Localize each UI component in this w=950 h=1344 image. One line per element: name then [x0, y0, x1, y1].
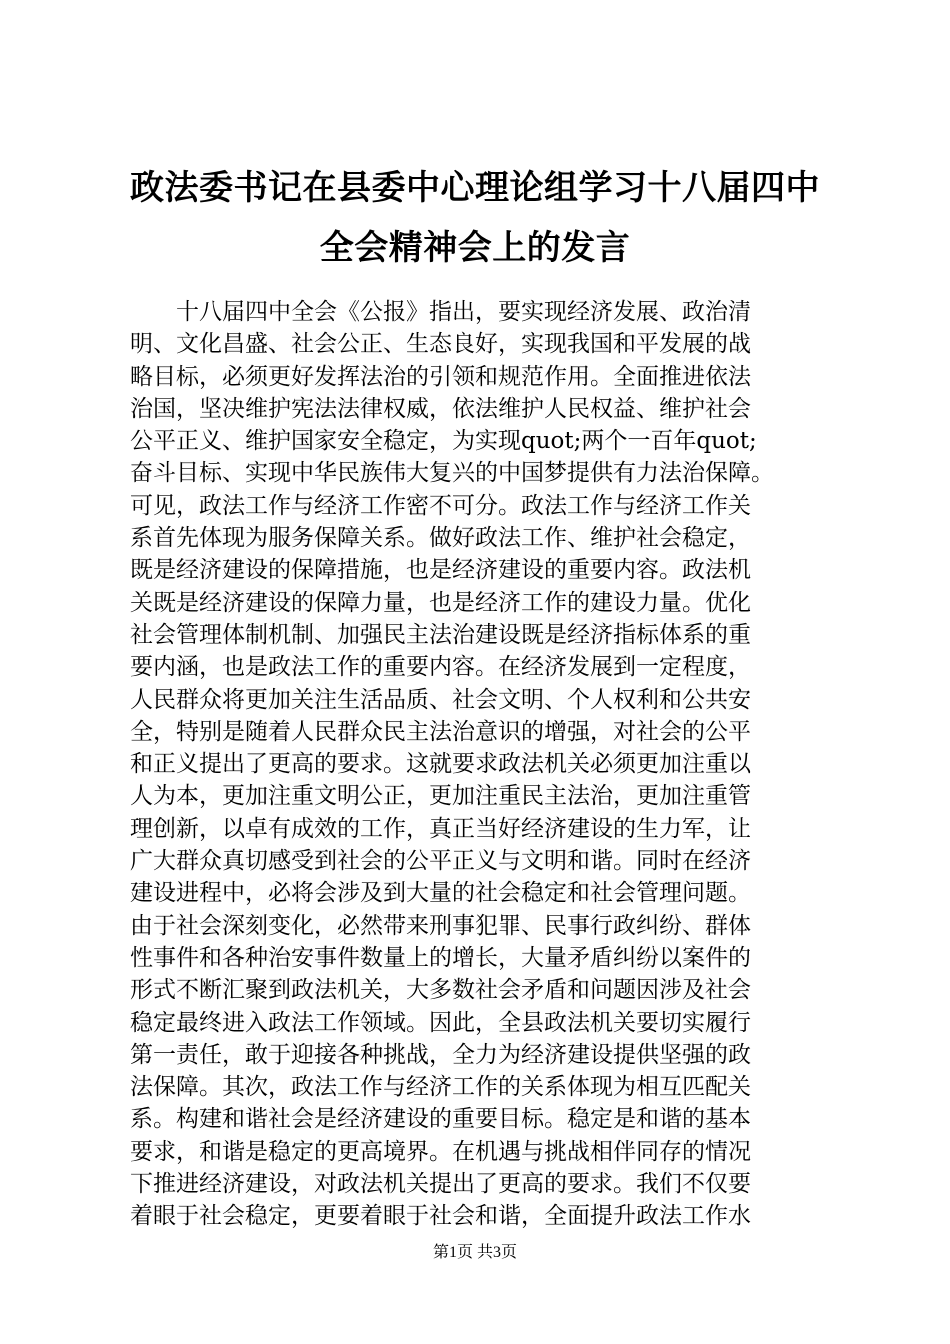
title-line-1: 政法委书记在县委中心理论组学习十八届四中: [130, 168, 820, 208]
body-line: 可见，政法工作与经济工作密不可分。政法工作与经济工作关: [130, 492, 751, 519]
body-line: 公平正义、维护国家安全稳定，为实现quot;两个一百年quot;: [130, 428, 757, 455]
body-line: 系首先体现为服务保障关系。做好政法工作、维护社会稳定，: [130, 525, 751, 552]
body-line: 广大群众真切感受到社会的公平正义与文明和谐。同时在经济: [130, 848, 751, 875]
body-line: 既是经济建设的保障措施，也是经济建设的重要内容。政法机: [130, 557, 751, 584]
body-line: 法保障。其次，政法工作与经济工作的关系体现为相互匹配关: [130, 1074, 751, 1101]
body-line: 治国，坚决维护宪法法律权威，依法维护人民权益、维护社会: [130, 395, 751, 422]
body-line: 性事件和各种治安事件数量上的增长，大量矛盾纠纷以案件的: [130, 944, 751, 971]
body-line: 第一责任，敢于迎接各种挑战，全力为经济建设提供坚强的政: [130, 1041, 751, 1068]
body-line: 系。构建和谐社会是经济建设的重要目标。稳定是和谐的基本: [130, 1106, 751, 1133]
body-line: 明、文化昌盛、社会公正、生态良好，实现我国和平发展的战: [130, 331, 751, 358]
title-line-2: 全会精神会上的发言: [319, 228, 631, 268]
body-line: 要求，和谐是稳定的更高境界。在机遇与挑战相伴同存的情况: [130, 1138, 751, 1165]
body-line: 理创新，以卓有成效的工作，真正当好经济建设的生力军，让: [130, 815, 751, 842]
body-line: 人为本，更加注重文明公正，更加注重民主法治，更加注重管: [130, 783, 751, 810]
body-line: 由于社会深刻变化，必然带来刑事犯罪、民事行政纠纷、群体: [130, 912, 751, 939]
body-line: 社会管理体制机制、加强民主法治建设既是经济指标体系的重: [130, 621, 751, 648]
body-line: 人民群众将更加关注生活品质、社会文明、个人权利和公共安: [130, 686, 751, 713]
document-title: [95, 158, 855, 278]
body-line: 建设进程中，必将会涉及到大量的社会稳定和社会管理问题。: [130, 880, 751, 907]
body-line: 稳定最终进入政法工作领域。因此，全县政法机关要切实履行: [130, 1009, 751, 1036]
body-line: 十八届四中全会《公报》指出，要实现经济发展、政治清: [130, 299, 751, 325]
body-paragraph: [130, 296, 830, 1233]
page-footer: 第1页 共3页: [432, 1244, 517, 1261]
body-line: 形式不断汇聚到政法机关，大多数社会矛盾和问题因涉及社会: [130, 977, 751, 1004]
body-line: 要内涵，也是政法工作的重要内容。在经济发展到一定程度，: [130, 654, 751, 681]
body-line: 略目标，必须更好发挥法治的引领和规范作用。全面推进依法: [130, 363, 751, 390]
body-line: 全，特别是随着人民群众民主法治意识的增强，对社会的公平: [130, 718, 751, 745]
body-line: 关既是经济建设的保障力量，也是经济工作的建设力量。优化: [130, 589, 751, 616]
body-line: 奋斗目标、实现中华民族伟大复兴的中国梦提供有力法治保障。: [130, 460, 774, 487]
body-line: 着眼于社会稳定，更要着眼于社会和谐，全面提升政法工作水: [130, 1203, 751, 1230]
body-line: 和正义提出了更高的要求。这就要求政法机关必须更加注重以: [130, 751, 751, 778]
body-line: 下推进经济建设，对政法机关提出了更高的要求。我们不仅要: [130, 1171, 751, 1198]
